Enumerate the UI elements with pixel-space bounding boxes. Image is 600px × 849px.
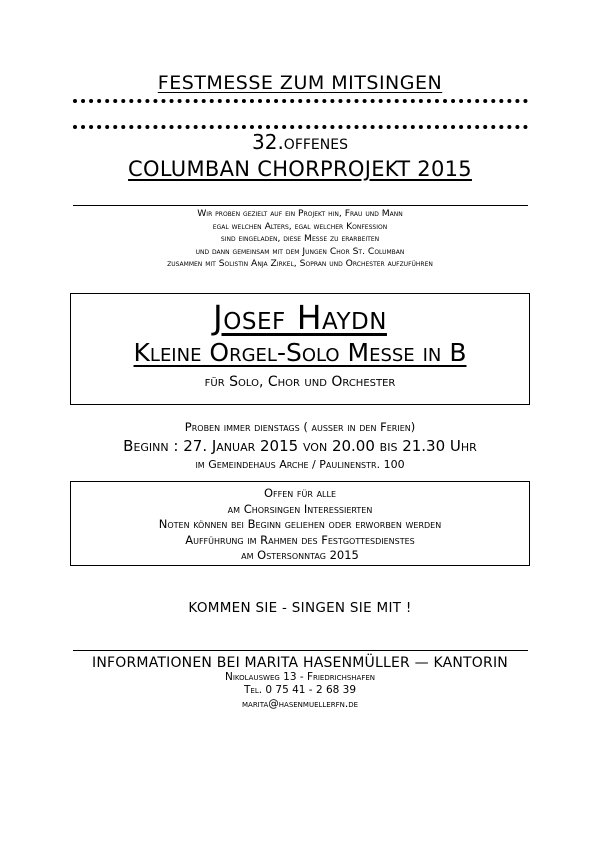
notes-line: Noten können bei Beginn geliehen oder erworben werden <box>158 517 442 532</box>
contact-details <box>0 671 600 711</box>
intro-text <box>0 208 600 271</box>
dotted-divider <box>73 125 528 129</box>
notes-line: Offen für alle <box>263 486 337 500</box>
rehearsal-info: Proben immer dienstags ( ausser in den Ferien) <box>184 420 416 434</box>
notes-line: am Chorsingen Interessierten <box>227 501 373 516</box>
start-date: Beginn : 27. Januar 2015 von 20.00 bis 21.30 Uhr <box>123 437 477 455</box>
intro-line: zusammen mit Solistin Anja Zirkel, Sopran und Orchester aufzuführen <box>167 258 433 270</box>
notes-line: am Ostersonntag 2015 <box>241 548 359 563</box>
project-title: COLUMBAN CHORPROJEKT 2015 <box>128 157 472 181</box>
work-title: Kleine Orgel-Solo Messe in B <box>133 338 467 367</box>
event-title: FESTMESSE ZUM MITSINGEN <box>157 72 443 94</box>
composer-name: Josef Haydn <box>213 298 387 337</box>
notes-line: Aufführung im Rahmen des Festgottesdienstes <box>185 532 415 547</box>
dotted-divider <box>73 99 528 103</box>
contact-address: Nikolausweg 13 - Friedrichshafen <box>224 671 376 683</box>
intro-line: sind eingeladen, diese Messe zu erarbeiten <box>220 233 380 245</box>
contact-heading: INFORMATIONEN BEI MARITA HASENMÜLLER — KANTORIN <box>92 655 508 671</box>
horizontal-rule <box>73 205 528 206</box>
venue: im Gemeindehaus Arche / Paulinenstr. 100 <box>195 458 405 471</box>
notes-box <box>70 481 530 566</box>
call-to-action: KOMMEN SIE - SINGEN SIE MIT ! <box>188 600 412 616</box>
intro-line: egal welchen Alters, egal welcher Konfession <box>212 220 388 232</box>
work-forces: für Solo, Chor und Orchester <box>204 374 396 390</box>
intro-line: Wir proben gezielt auf ein Projekt hin, Frau und Mann <box>197 208 403 219</box>
contact-email: marita@hasenmuellerfn.de <box>241 697 359 710</box>
horizontal-rule <box>73 650 528 651</box>
work-box <box>70 293 530 405</box>
contact-phone: Tel. 0 75 41 - 2 68 39 <box>243 684 357 697</box>
edition-label: 32.offenes <box>252 130 348 154</box>
intro-line: und dann gemeinsam mit dem Jungen Chor St. Columban <box>195 245 405 257</box>
